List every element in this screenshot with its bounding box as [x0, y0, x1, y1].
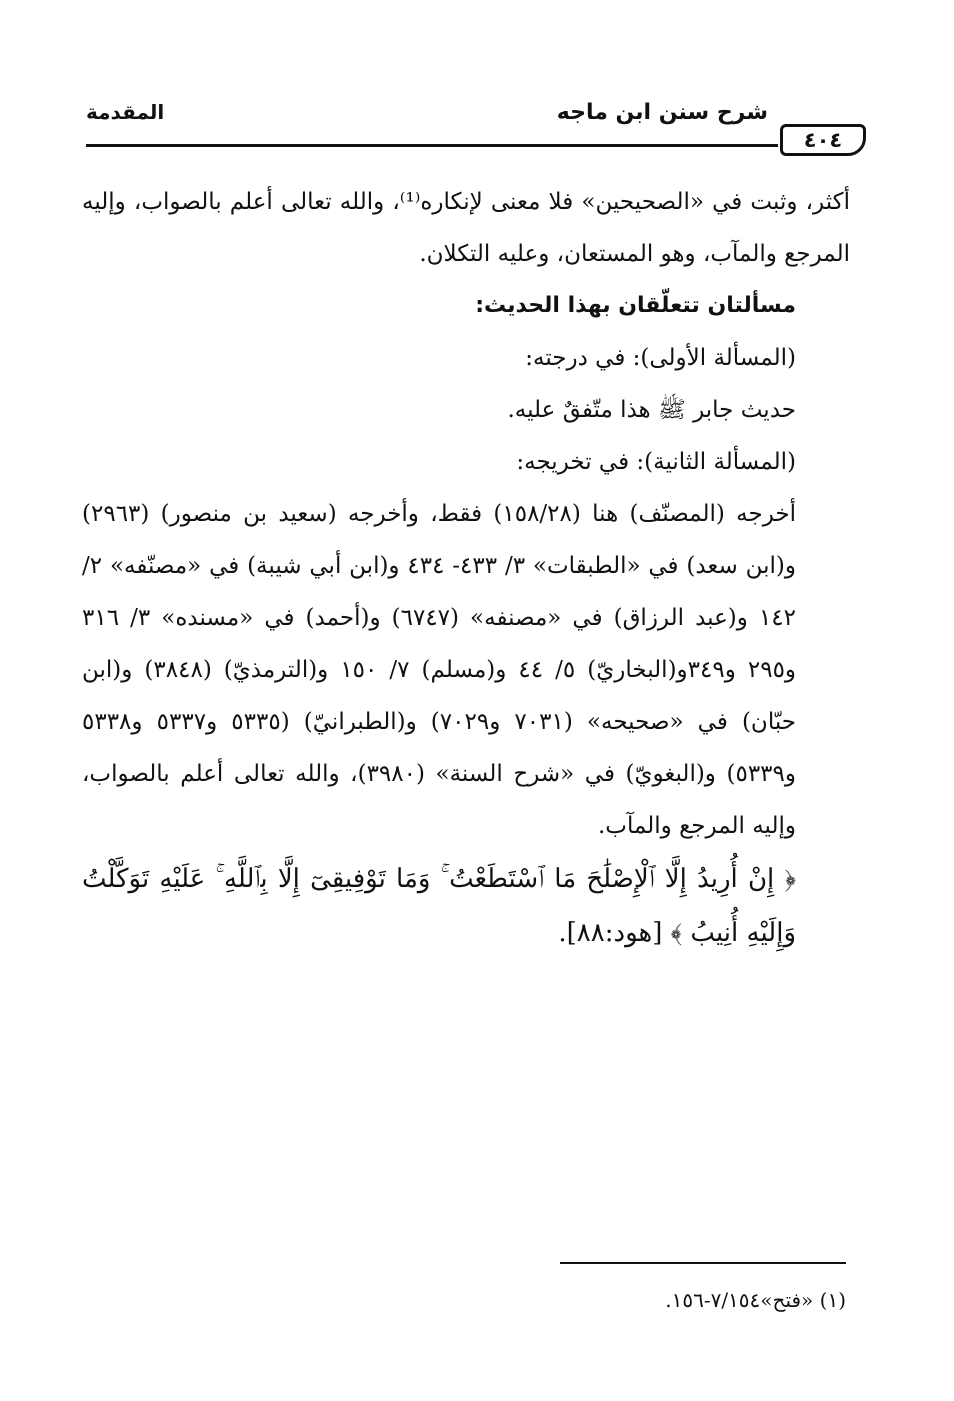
main-text [82, 176, 850, 960]
page-number [780, 124, 866, 156]
header-divider [86, 144, 778, 147]
issue-one-text: حديث جابر ﷺ هذا متّفقٌ عليه. [507, 397, 796, 423]
quran-verse-text: ﴿ إِنْ أُرِيدُ إِلَّا ٱلْإِصْلَٰحَ مَا ٱسْتَطَعْتُ ۚ وَمَا تَوْفِيقِىٓ إِلَّا بِٱللَّهِ ۚ عَلَيْهِ تَوَكَّلْتُ وَإِلَيْهِ أُنِيبُ ﴾ [82, 864, 796, 948]
issue-two-text: أخرجه (المصنّف) هنا (١٥٨/٢٨) فقط، وأخرجه (سعيد بن منصور) (٢٩٦٣) و(ابن سعد) في «الطبقات» ٣/ ٤٣٣- ٤٣٤ و(ابن أبي شيبة) في «مصنّفه» ٢/ ١٤٢ و(عبد الرزاق) في «مصنفه» (٦٧٤٧) و(أحمد) في «مسنده» ٣/ ٣١٦ و٢٩٥ و٣٤٩و(البخاريّ) ٥/ ٤٤ و(مسلم) ٧/ ١٥٠ و(الترمذيّ) (٣٨٤٨) و(ابن حبّان) في «صحيحه» (٧٠٣١ و٧٠٢٩) و(الطبرانيّ) (٥٣٣٥ و٥٣٣٧ و٥٣٣٨ و٥٣٣٩) و(البغويّ) في «شرح السنة» (٣٩٨٠)، والله تعالى أعلم بالصواب، وإليه المرجع والمآب. [82, 501, 797, 839]
page-header [86, 100, 866, 160]
quran-reference: [هود:٨٨]. [558, 918, 663, 948]
section-title: المقدمة [86, 100, 165, 124]
quran-verse [82, 852, 850, 960]
issue-one-title: (المسألة الأولى): في درجته: [525, 345, 796, 371]
issues-heading: مسألتان تتعلّقان بهذا الحديث: [475, 293, 796, 318]
page-number-text: ٤٠٤ [803, 128, 843, 152]
issue-two-title: (المسألة الثانية): في تخريجه: [516, 449, 796, 475]
footnote-divider [560, 1262, 846, 1264]
footnote: (١) «فتح»٧/١٥٤-١٥٦. [665, 1288, 846, 1312]
book-title: شرح سنن ابن ماجه [556, 100, 768, 125]
paragraph-intro: أكثر، وثبت في «الصحيحين» فلا معنى لإنكاره⁽¹⁾، والله تعالى أعلم بالصواب، وإليه المرجع والمآب، وهو المستعان، وعليه التكلان. [82, 189, 850, 267]
